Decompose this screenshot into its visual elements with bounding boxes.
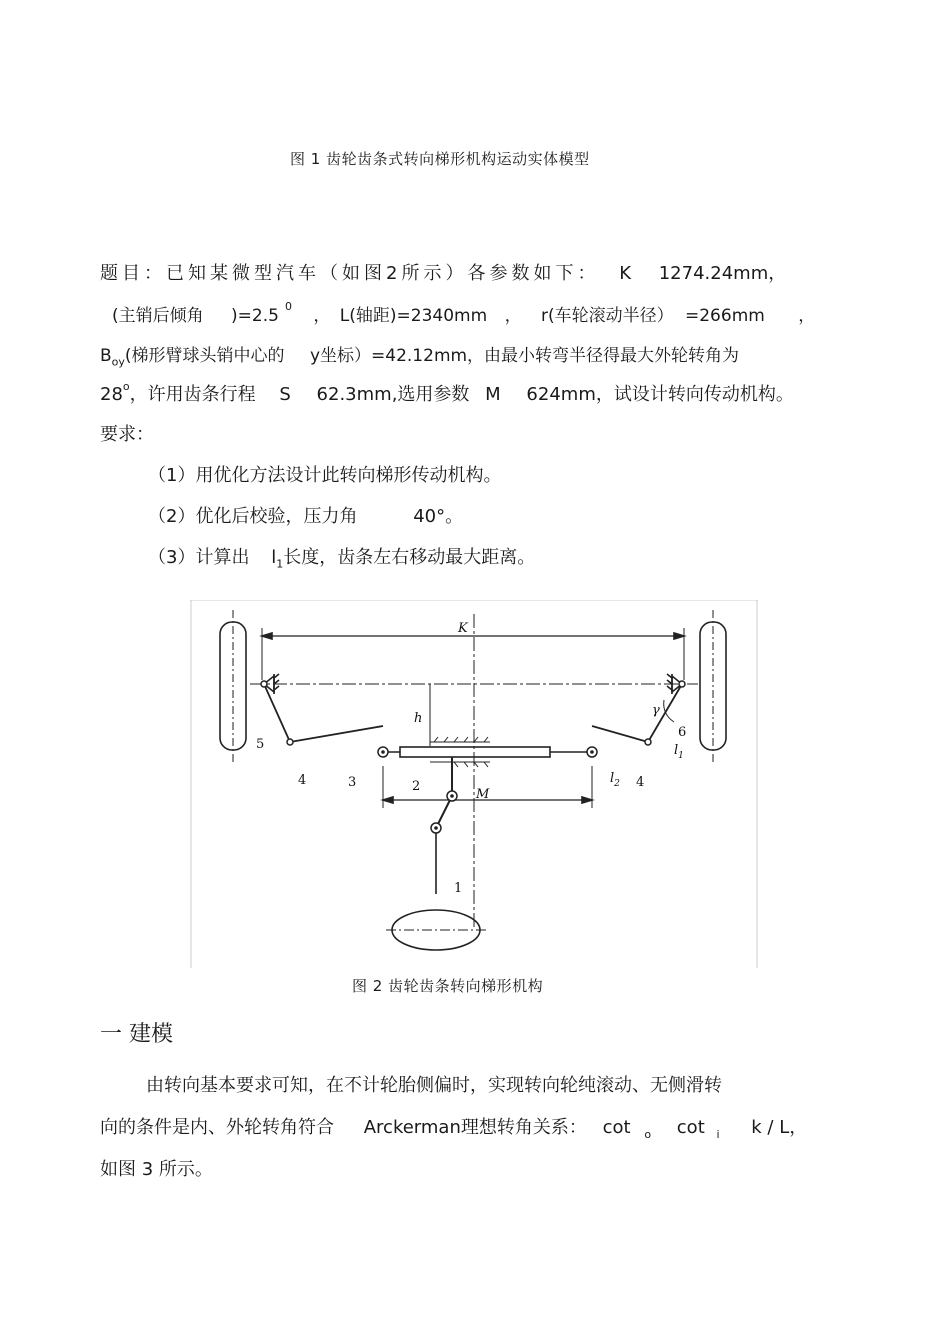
requirement-2-value: 40°。 — [413, 506, 464, 527]
symbol-b: B — [100, 346, 112, 366]
comma: ， — [504, 306, 522, 326]
paragraph-line-1: 由转向基本要求可知，在不计轮胎侧偏时，实现转向轮纯滚动、无侧滑转 — [146, 1075, 722, 1096]
label-l2: $l_2$ — [610, 771, 620, 789]
figure1-caption: 图 1 齿轮齿条式转向梯形机构运动实体模型 — [290, 150, 590, 168]
paragraph-line-3: 如图 3 所示。 — [100, 1159, 213, 1180]
max-angle: 28 — [100, 384, 123, 405]
requirement-2 — [148, 502, 463, 528]
cot-inner: cot — [676, 1117, 705, 1138]
problem-line-1 — [100, 259, 786, 285]
outer-subscript: o — [644, 1127, 652, 1141]
label-5: 5 — [256, 737, 265, 752]
problem-intro: 题目：已知某微型汽车（如图2所示）各参数如下： — [100, 263, 600, 284]
ball-pin-label: (梯形臂球头销中心的 — [124, 346, 285, 366]
label-2: 2 — [412, 779, 421, 794]
symbol-s: S — [279, 384, 291, 405]
paragraph-line-2 — [100, 1113, 807, 1141]
wheel-radius-label: r(车轮滚动半径） — [540, 306, 674, 326]
requirements-label: 要求： — [100, 424, 154, 445]
problem-line-2 — [112, 301, 815, 326]
requirement-3-pre: （3）计算出 — [148, 547, 250, 568]
caster-degree: 0 — [284, 300, 292, 314]
problem-line-3 — [100, 341, 739, 368]
symbol-l: l — [271, 547, 277, 568]
rack-stroke-value: 62.3mm,选用参数 — [316, 384, 470, 405]
comma: ， — [798, 306, 816, 326]
label-gamma: γ — [652, 703, 660, 718]
label-m: M — [476, 787, 490, 802]
arckerman-term: Arckerman — [363, 1117, 461, 1138]
max-angle-degree: o — [122, 380, 130, 393]
caster-value: )=2.5 — [231, 306, 279, 326]
problem-line-4 — [100, 380, 794, 406]
rack-stroke-label: ，许用齿条行程 — [129, 384, 256, 405]
relation-text: 理想转角关系： — [460, 1117, 587, 1138]
label-k: K — [458, 621, 468, 636]
label-3: 3 — [348, 775, 357, 790]
label-4-left: 4 — [298, 773, 307, 788]
rack — [400, 747, 550, 757]
label-h: h — [414, 711, 423, 726]
symbol-b-subscript: oy — [111, 355, 125, 369]
label-l1: $l_1$ — [674, 743, 684, 761]
symbol-k: K — [619, 263, 631, 284]
ratio: k / L， — [751, 1117, 808, 1138]
requirement-1: （1）用优化方法设计此转向梯形传动机构。 — [148, 465, 502, 486]
label-4-right: 4 — [636, 775, 645, 790]
requirement-3-post: 长度，齿条左右移动最大距离。 — [283, 547, 536, 568]
caster-label: (主销后倾角 — [112, 306, 204, 326]
requirement-3 — [148, 543, 535, 571]
section-title: 一 建模 — [100, 1022, 173, 1047]
wheelbase: L(轴距)=2340mm — [339, 306, 488, 326]
cot-outer: cot — [602, 1117, 631, 1138]
condition-text: 向的条件是内、外轮转角符合 — [100, 1117, 334, 1138]
inner-subscript: i — [716, 1127, 720, 1141]
ball-pin-value: y坐标）=42.12mm，由最小转弯半径得最大外轮转角为 — [309, 346, 740, 366]
figure2-caption: 图 2 齿轮齿条转向梯形机构 — [352, 977, 544, 995]
requirement-2-text: （2）优化后校验，压力角 — [148, 506, 358, 527]
figure-2-diagram — [190, 600, 758, 968]
value-k: 1274.24mm， — [658, 263, 787, 284]
label-6: 6 — [678, 725, 687, 740]
wheel-radius-value: =266mm — [685, 306, 765, 326]
m-value: 624mm，试设计转向传动机构。 — [526, 384, 794, 405]
comma: ， — [313, 306, 331, 326]
steering-mechanism-drawing — [190, 600, 758, 968]
symbol-m: M — [485, 384, 501, 405]
label-1: 1 — [454, 881, 463, 896]
symbol-l-subscript: 1 — [276, 557, 284, 571]
